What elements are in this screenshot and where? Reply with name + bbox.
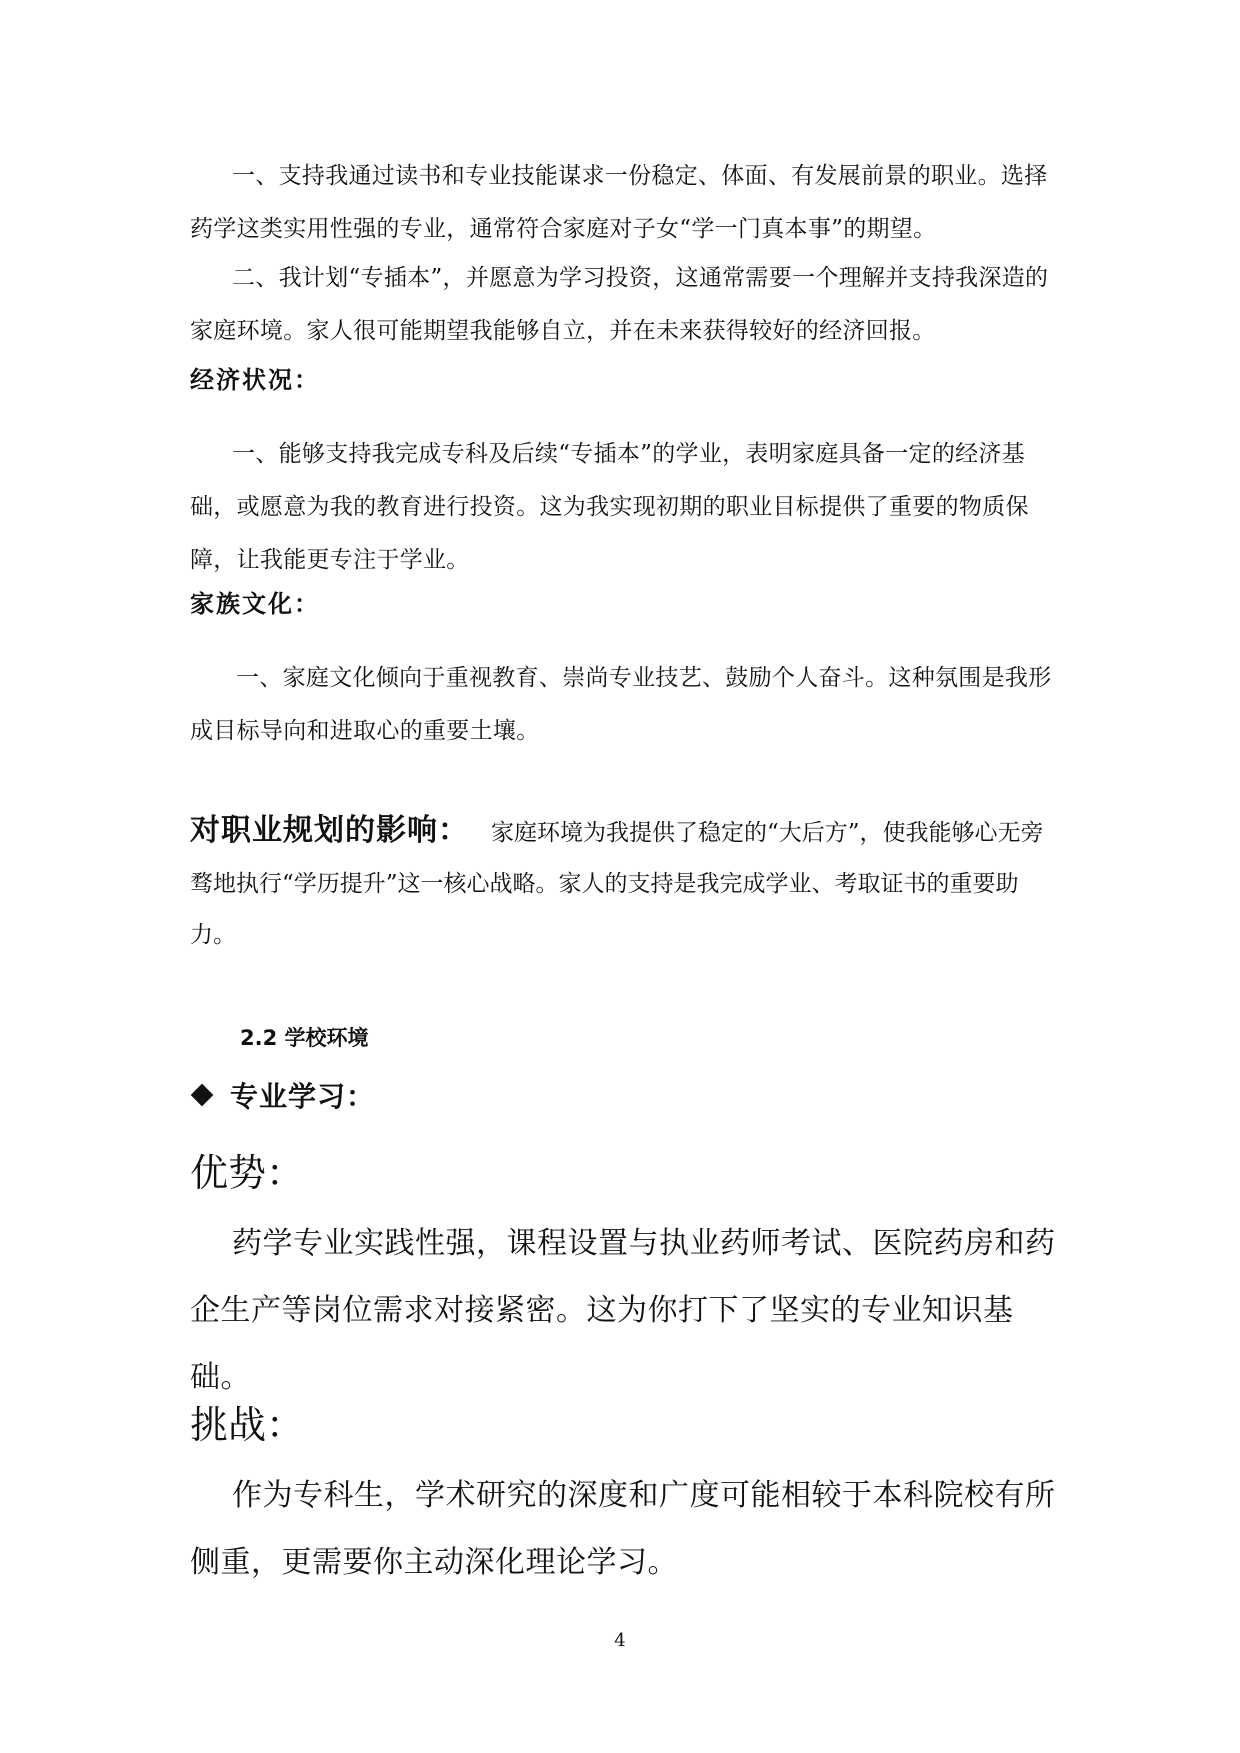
diamond-bullet-icon [191,1084,214,1107]
advantage-paragraph: 药学专业实践性强，课程设置与执业药师考试、医院药房和药企生产等岗位需求对接紧密。这为你打下了坚实的专业知识基础。 [190,1226,1056,1395]
career-impact-paragraph [190,805,1060,961]
page-number: 4 [614,1630,626,1651]
career-impact-text: 家庭环境为我提供了稳定的“大后方”，使我能够心无旁骛地执行“学历提升”这一核心战略。家人的支持是我完成学业、考取证书的重要助力。 [190,820,1044,948]
family-paragraph-1: 一、支持我通过读书和专业技能谋求一份稳定、体面、有发展前景的职业。选择药学这类实用性强的专业，通常符合家庭对子女“学一门真本事”的期望。 [190,163,1048,242]
career-impact-lead: 对职业规划的影响： [190,813,469,848]
challenge-paragraph: 作为专科生，学术研究的深度和广度可能相较于本科院校有所侧重，更需要你主动深化理论学习。 [190,1478,1056,1580]
culture-paragraph: 一、家庭文化倾向于重视教育、崇尚专业技艺、鼓励个人奋斗。这种氛围是我形成目标导向和进取心的重要土壤。 [190,665,1052,744]
culture-heading: 家族文化： [190,589,320,618]
economic-paragraph: 一、能够支持我完成专科及后续“专插本”的学业，表明家庭具备一定的经济基础，或愿意为我的教育进行投资。这为我实现初期的职业目标提供了重要的物质保障，让我能更专注于学业。 [190,441,1029,573]
bullet-heading-label: 专业学习： [230,1080,376,1113]
advantage-heading: 优势： [190,1151,305,1195]
economic-heading: 经济状况： [190,365,320,394]
challenge-heading: 挑战： [190,1403,305,1447]
bullet-heading [190,1075,375,1115]
family-paragraph-2: 二、我计划“专插本”，并愿意为学习投资，这通常需要一个理解并支持我深造的家庭环境。家人很可能期望我能够自立，并在未来获得较好的经济回报。 [190,265,1049,344]
section-title: 2.2 学校环境 [240,1026,369,1050]
